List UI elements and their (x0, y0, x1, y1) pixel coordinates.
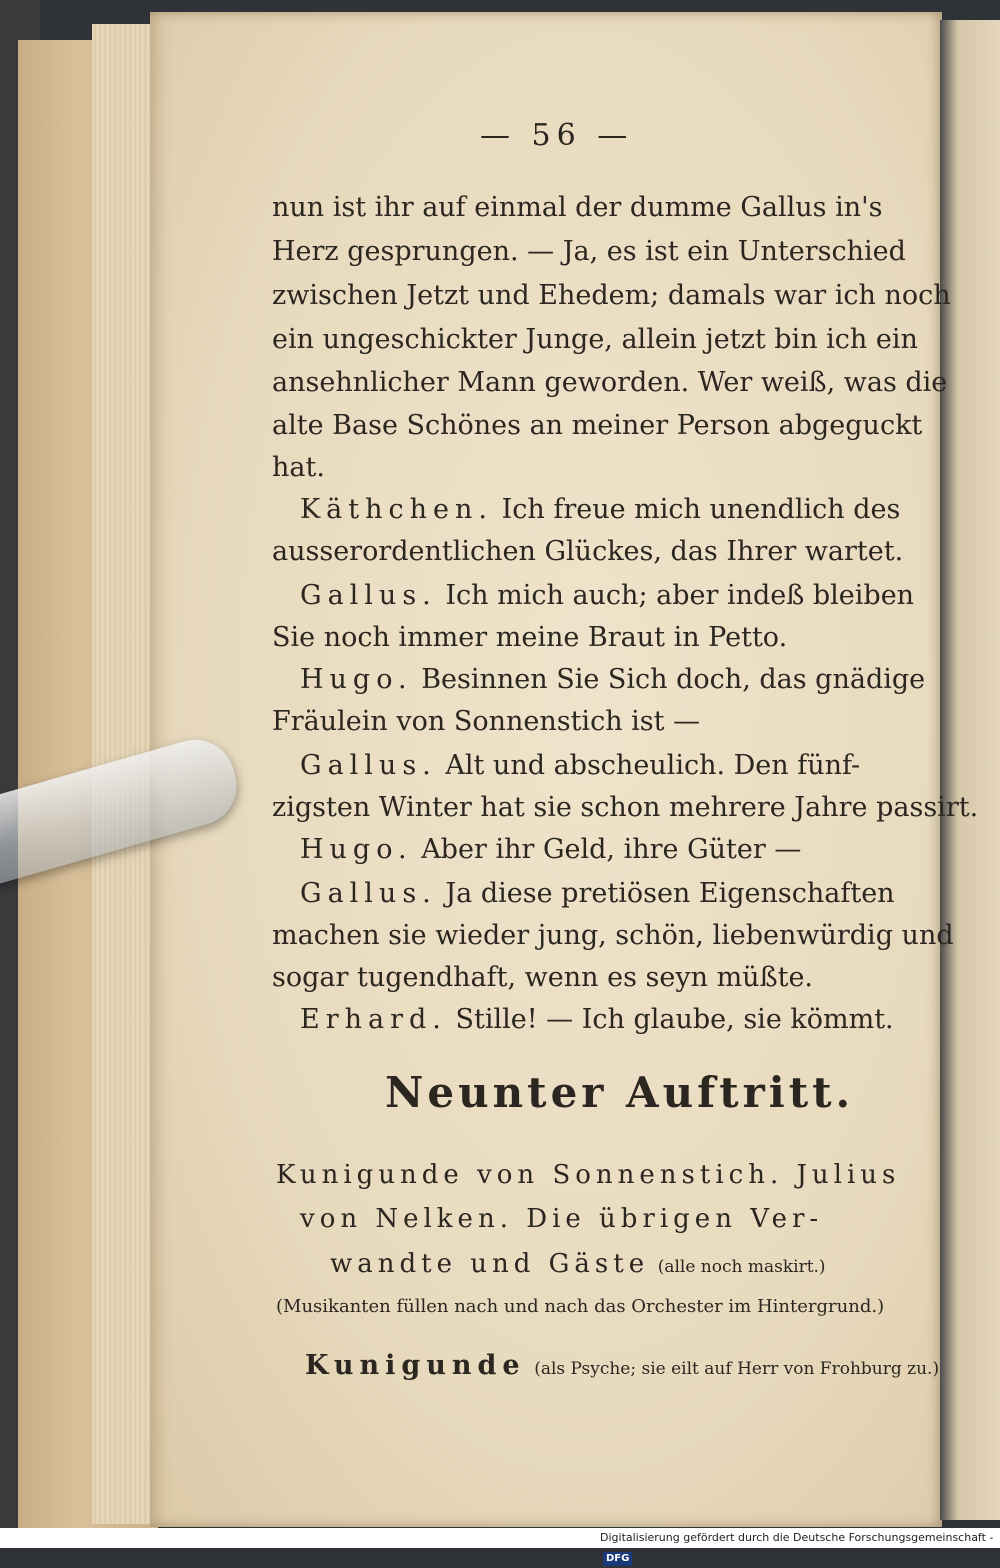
speech-text: Ich mich auch; aber indeß bleiben (445, 580, 915, 611)
speaker-name: Erhard. (300, 1004, 447, 1035)
speaker-name: Gallus. (300, 750, 437, 781)
cast-list-line (330, 1248, 826, 1279)
speech-text: Stille! — Ich glaube, sie kömmt. (455, 1004, 894, 1035)
credit-text: Digitalisierung gefördert durch die Deutsche Forschungsgemeinschaft - (600, 1531, 994, 1544)
text-line: zigsten Winter hat sie schon mehrere Jahre passirt. (272, 792, 979, 823)
text-line: Fräulein von Sonnenstich ist — (272, 706, 701, 737)
speech-text: Besinnen Sie Sich doch, das gnädige (421, 664, 926, 695)
dialogue-line (300, 878, 895, 909)
speech-text: Alt und abscheulich. Den fünf- (445, 750, 861, 781)
page-number: — 56 — (480, 118, 634, 153)
text-line: ausserordentlichen Glückes, das Ihrer wartet. (272, 536, 904, 567)
text-line: alte Base Schönes an meiner Person abgeguckt (272, 410, 923, 441)
speaker-name: Hugo. (300, 664, 413, 695)
text-line: sogar tugendhaft, wenn es seyn müßte. (272, 962, 814, 993)
text-line: ansehnlicher Mann geworden. Wer weiß, was die (272, 367, 948, 398)
speaker-name: Gallus. (300, 580, 437, 611)
text-line: ein ungeschickter Junge, allein jetzt bin ich ein (272, 324, 918, 355)
dialogue-line (305, 1350, 939, 1381)
stage-direction: (als Psyche; sie eilt auf Herr von Frohburg zu.) (534, 1359, 940, 1379)
facing-page-edge (940, 20, 1000, 1520)
stage-direction: (Musikanten füllen nach und nach das Orchester im Hintergrund.) (276, 1296, 885, 1317)
speaker-name: Gallus. (300, 878, 437, 909)
text-line: Sie noch immer meine Braut in Petto. (272, 622, 788, 653)
speaker-name: Hugo. (300, 834, 413, 865)
speech-text: Ich freue mich unendlich des (501, 494, 901, 525)
speech-text: Ja diese pretiösen Eigenschaften (445, 878, 895, 909)
dialogue-line (300, 664, 925, 695)
cast-note: (alle noch maskirt.) (657, 1257, 826, 1277)
text-line: nun ist ihr auf einmal der dumme Gallus in's (272, 192, 883, 223)
dialogue-line (300, 750, 860, 781)
text-line: hat. (272, 452, 325, 483)
speaker-name: Käthchen. (300, 494, 493, 525)
cast-list-line: Kunigunde von Sonnenstich. Julius (276, 1160, 901, 1190)
dialogue-line (300, 494, 900, 525)
cast-names: wandte und Gäste (330, 1249, 650, 1279)
scene-heading: Neunter Auftritt. (385, 1068, 855, 1117)
cast-list-line: von Nelken. Die übrigen Ver- (300, 1204, 824, 1234)
digitization-credit (600, 1528, 1000, 1564)
dialogue-line (300, 1004, 894, 1035)
speaker-name: Kunigunde (305, 1350, 526, 1381)
dfg-logo: DFG (603, 1552, 632, 1566)
text-line: Herz gesprungen. — Ja, es ist ein Unterschied (272, 236, 906, 267)
text-line: zwischen Jetzt und Ehedem; damals war ich noch (272, 280, 951, 311)
dialogue-line (300, 834, 801, 865)
speech-text: Aber ihr Geld, ihre Güter — (421, 834, 802, 865)
dialogue-line (300, 580, 914, 611)
text-line: machen sie wieder jung, schön, liebenwürdig und (272, 920, 954, 951)
